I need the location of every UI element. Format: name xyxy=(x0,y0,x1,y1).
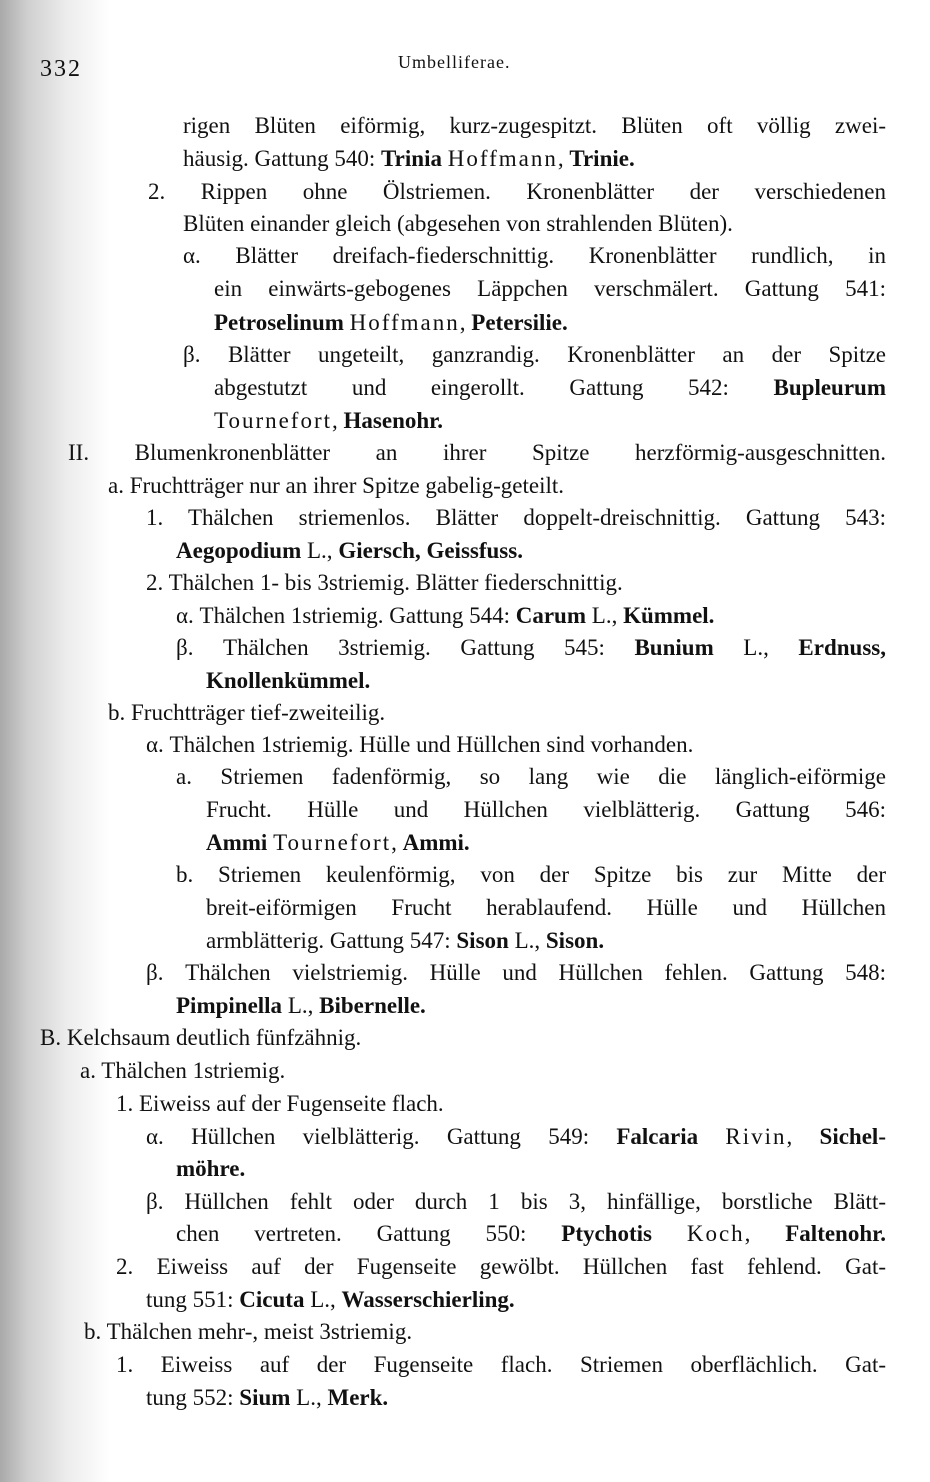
text-line: α. Thälchen 1striemig. Gattung 544: Carum L., Kümmel. xyxy=(176,603,715,628)
author-name: Koch xyxy=(686,1221,745,1246)
author-name: Tournefort xyxy=(214,408,333,433)
text-line: Blüten einander gleich (abgesehen von strahlenden Blüten). xyxy=(183,211,733,236)
text-line: armblätterig. Gattung 547: Sison L., Sison. xyxy=(206,928,605,953)
genus-name: Bunium xyxy=(634,635,714,660)
genus-name: Falcaria xyxy=(616,1124,699,1149)
genus-name: Pimpinella xyxy=(176,993,283,1018)
text-line: Ammi Tournefort, Ammi. xyxy=(206,830,470,855)
text-line: Petroselinum Hoffmann, Petersilie. xyxy=(214,310,568,335)
text-line: tung 552: Sium L., Merk. xyxy=(146,1385,389,1410)
common-name: Ammi. xyxy=(402,830,470,855)
genus-name: Trinia xyxy=(381,146,442,171)
page-number: 332 xyxy=(40,56,82,82)
text-line: 2. Thälchen 1- bis 3striemig. Blätter fiederschnittig. xyxy=(146,570,623,595)
common-name: Sichel- xyxy=(819,1124,886,1149)
genus-name: Ptychotis xyxy=(561,1221,652,1246)
author-name: Tournefort xyxy=(273,830,392,855)
text-line: b. Striemen keulenförmig, von der Spitze bis zur Mitte der xyxy=(176,862,886,887)
text-line: rigen Blüten eiförmig, kurz-zugespitzt. Blüten oft völlig zwei- xyxy=(183,113,886,138)
text-line: 1. Thälchen striemenlos. Blätter doppelt-dreischnittig. Gattung 543: xyxy=(146,505,886,530)
common-name: Wasserschierling. xyxy=(341,1287,515,1312)
genus-name: Cicuta xyxy=(239,1287,305,1312)
text-line: β. Hüllchen fehlt oder durch 1 bis 3, hinfällige, borstliche Blätt- xyxy=(146,1189,886,1214)
text-line: Frucht. Hülle und Hüllchen vielblätterig. Gattung 546: xyxy=(206,797,886,822)
common-name: Giersch, Geissfuss. xyxy=(338,538,523,563)
text-line: B. Kelchsaum deutlich fünfzähnig. xyxy=(40,1025,362,1050)
text-line: α. Hüllchen vielblätterig. Gattung 549: Falcaria Rivin, Sichel- xyxy=(146,1124,886,1149)
text-line: a. Striemen fadenförmig, so lang wie die länglich-eiförmige xyxy=(176,764,886,789)
author-name: Hoffmann xyxy=(447,146,558,171)
genus-name: Ammi xyxy=(206,830,268,855)
author-name: Hoffmann xyxy=(349,310,460,335)
text-line: α. Thälchen 1striemig. Hülle und Hüllchen sind vorhanden. xyxy=(146,732,694,757)
text-line xyxy=(206,665,886,697)
common-name: Bibernelle. xyxy=(319,993,426,1018)
common-name: Kümmel. xyxy=(623,603,715,628)
text-line: Tournefort, Hasenohr. xyxy=(214,408,444,433)
text-line: Aegopodium L., Giersch, Geissfuss. xyxy=(176,538,523,563)
genus-name: Carum xyxy=(515,603,587,628)
text-line: ein einwärts-gebogenes Läppchen verschmälert. Gattung 541: xyxy=(214,276,886,301)
text-line: α. Blätter dreifach-fiederschnittig. Kronenblätter rundlich, in xyxy=(183,243,886,268)
text-line: II. Blumenkronenblätter an ihrer Spitze herzförmig-ausgeschnitten. xyxy=(68,440,886,465)
text-line: 1. Eiweiss auf der Fugenseite flach. xyxy=(116,1091,444,1116)
text-line: 1. Eiweiss auf der Fugenseite flach. Striemen oberflächlich. Gat- xyxy=(116,1352,886,1377)
text-line: a. Fruchtträger nur an ihrer Spitze gabelig-geteilt. xyxy=(108,473,564,498)
text-line: a. Thälchen 1striemig. xyxy=(80,1058,286,1083)
genus-name: Sium xyxy=(239,1385,291,1410)
text-line xyxy=(176,1153,886,1185)
common-name: möhre. xyxy=(176,1156,246,1181)
common-name: Trinie. xyxy=(569,146,635,171)
common-name: Sison. xyxy=(545,928,605,953)
text-line: breit-eiförmigen Frucht herablaufend. Hülle und Hüllchen xyxy=(206,895,886,920)
genus-name: Bupleurum xyxy=(773,375,886,400)
common-name: Petersilie. xyxy=(471,310,568,335)
genus-name: Sison xyxy=(456,928,509,953)
common-name: Merk. xyxy=(327,1385,389,1410)
text-line: b. Fruchtträger tief-zweiteilig. xyxy=(108,700,386,725)
text-line: abgestutzt und eingerollt. Gattung 542: Bupleurum xyxy=(214,375,886,400)
text-line: b. Thälchen mehr-, meist 3striemig. xyxy=(84,1319,413,1344)
genus-name: Aegopodium xyxy=(176,538,302,563)
running-title: Umbelliferae. xyxy=(398,52,511,72)
text-line: tung 551: Cicuta L., Wasserschierling. xyxy=(146,1287,515,1312)
text-line: β. Thälchen 3striemig. Gattung 545: Bunium L., Erdnuss, xyxy=(176,635,886,660)
common-name: Faltenohr. xyxy=(785,1221,886,1246)
text-line: 2. Rippen ohne Ölstriemen. Kronenblätter der verschiedenen xyxy=(148,179,886,204)
text-line: Pimpinella L., Bibernelle. xyxy=(176,993,426,1018)
text-line: β. Thälchen vielstriemig. Hülle und Hüllchen fehlen. Gattung 548: xyxy=(146,960,886,985)
author-name: Rivin xyxy=(725,1124,787,1149)
text-line: β. Blätter ungeteilt, ganzrandig. Kronenblätter an der Spitze xyxy=(183,342,886,367)
text-line: 2. Eiweiss auf der Fugenseite gewölbt. Hüllchen fast fehlend. Gat- xyxy=(116,1254,886,1279)
text-line: häusig. Gattung 540: Trinia Hoffmann, Trinie. xyxy=(183,146,635,171)
text-line: chen vertreten. Gattung 550: Ptychotis Koch, Faltenohr. xyxy=(176,1221,886,1246)
common-name: Hasenohr. xyxy=(343,408,444,433)
common-name: Knollenkümmel. xyxy=(206,668,371,693)
common-name: Erdnuss, xyxy=(798,635,886,660)
genus-name: Petroselinum xyxy=(214,310,344,335)
